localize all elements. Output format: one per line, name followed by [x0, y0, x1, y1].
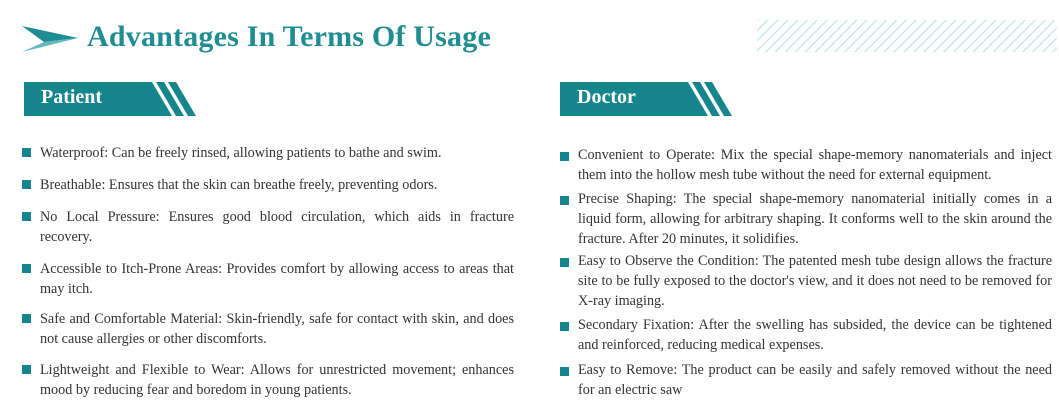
list-item-text: Secondary Fixation: After the swelling has subsided, the device can be tightened and reinforced, reducing medical expenses.	[578, 317, 1052, 353]
list-item-text: Convenient to Operate: Mix the special shape-memory nanomaterials and inject them into the hollow mesh tube without the need for external equipment.	[578, 147, 1052, 183]
stripe-decoration-icon	[132, 82, 212, 116]
decorative-hatch-pattern	[757, 20, 1057, 52]
list-item-text: Safe and Comfortable Material: Skin-friendly, safe for contact with skin, and does not cause allergies or other discomforts.	[40, 311, 514, 347]
list-item-text: No Local Pressure: Ensures good blood circulation, which aids in fracture recovery.	[40, 209, 514, 245]
square-bullet-icon	[22, 212, 31, 221]
square-bullet-icon	[560, 367, 569, 376]
square-bullet-icon	[22, 365, 31, 374]
list-item-text: Lightweight and Flexible to Wear: Allows for unrestricted movement; enhances mood by reducing fear and boredom in young patients.	[40, 362, 514, 398]
square-bullet-icon	[22, 264, 31, 273]
square-bullet-icon	[560, 152, 569, 161]
square-bullet-icon	[560, 258, 569, 267]
list-item-text: Accessible to Itch-Prone Areas: Provides comfort by allowing access to areas that may itch.	[40, 261, 514, 297]
square-bullet-icon	[560, 322, 569, 331]
square-bullet-icon	[22, 148, 31, 157]
arrow-logo-icon	[22, 26, 78, 52]
patient-heading: Patient	[41, 86, 103, 108]
doctor-heading: Doctor	[577, 86, 636, 108]
square-bullet-icon	[22, 314, 31, 323]
square-bullet-icon	[22, 180, 31, 189]
list-item-text: Breathable: Ensures that the skin can breathe freely, preventing odors.	[40, 177, 438, 193]
square-bullet-icon	[560, 196, 569, 205]
list-item-text: Precise Shaping: The special shape-memory nanomaterial initially comes in a liquid form, allowing for arbitrary shaping. It conforms well to the skin around the fracture. After 20 minutes, it solidifies.	[578, 191, 1052, 247]
list-item-text: Easy to Remove: The product can be easily and safely removed without the need for an electric saw	[578, 362, 1052, 398]
stripe-decoration-icon	[668, 82, 748, 116]
list-item-text: Waterproof: Can be freely rinsed, allowing patients to bathe and swim.	[40, 145, 442, 161]
page-title: Advantages In Terms Of Usage	[87, 20, 491, 53]
list-item-text: Easy to Observe the Condition: The patented mesh tube design allows the fracture site to be fully exposed to the doctor's view, and it does not need to be removed for X-ray imaging.	[578, 253, 1052, 309]
